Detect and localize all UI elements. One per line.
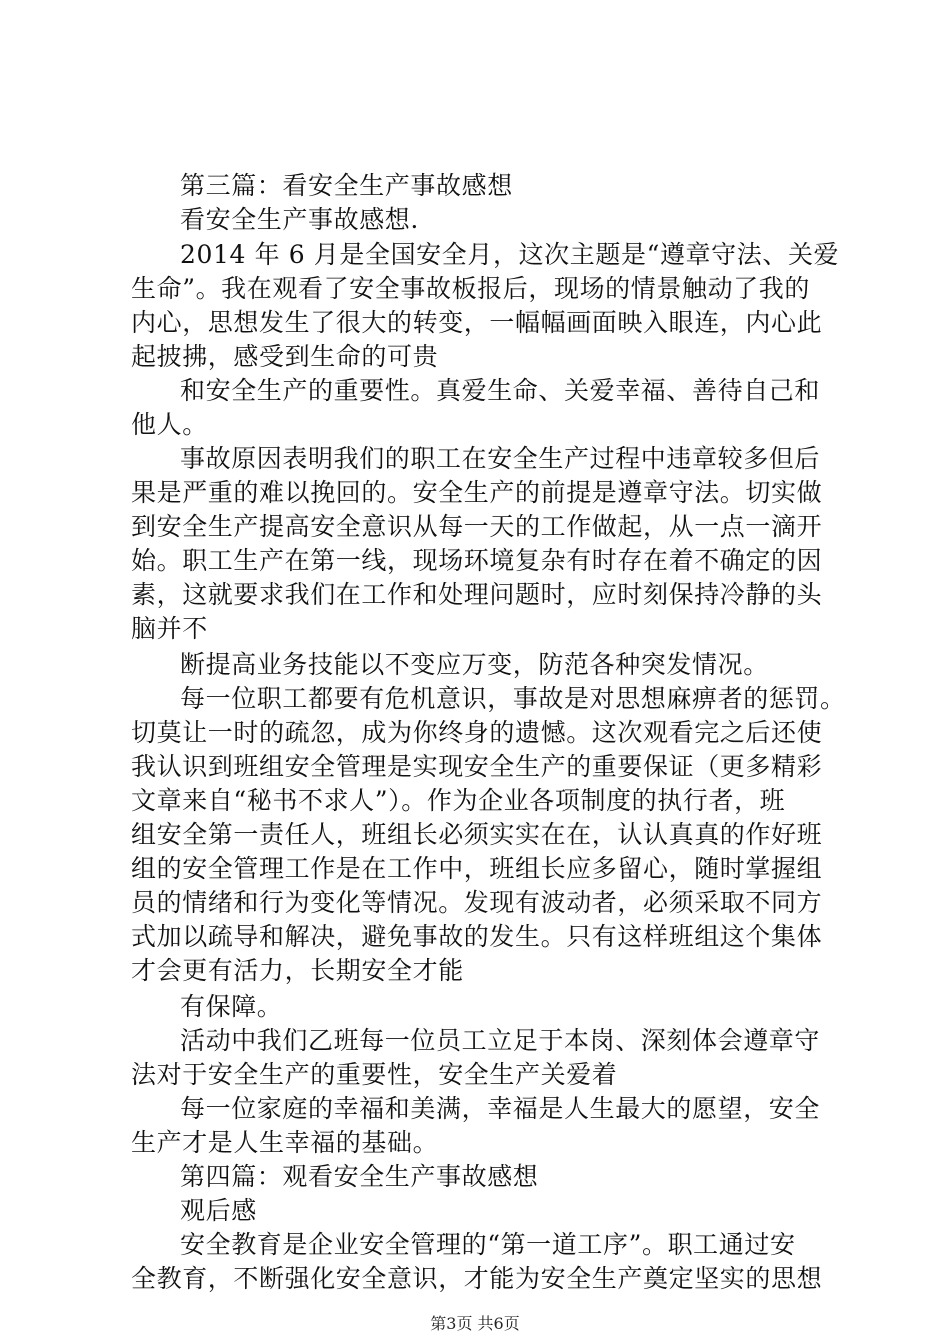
paragraph-line: 有保障。 [180,992,283,1021]
paragraph-line: 组的安全管理工作是在工作中，班组长应多留心，随时掌握组 [131,854,823,883]
paragraph-line: 内心，思想发生了很大的转变，一幅幅画面映入眼连，内心此 [131,308,823,337]
paragraph-line: 生命”。我在观看了安全事故板报后，现场的情景触动了我的 [131,274,810,303]
paragraph-line: 切莫让一时的疏忽，成为你终身的遗憾。这次观看完之后还使 [131,718,823,747]
paragraph-line: 安全教育是企业安全管理的“第一道工序”。职工通过安 [180,1230,796,1259]
paragraph-line: 法对于安全生产的重要性，安全生产关爱着 [131,1060,618,1089]
paragraph-line: 始。职工生产在第一线，现场环境复杂有时存在着不确定的因 [131,546,823,575]
paragraph-line: 生产才是人生幸福的基础。 [131,1128,439,1157]
section-title-4: 第四篇：观看安全生产事故感想 [180,1162,539,1191]
paragraph-line: 我认识到班组安全管理是实现安全生产的重要保证（更多精彩 [131,752,823,781]
paragraph-line: 素，这就要求我们在工作和处理问题时，应时刻保持冷静的头 [131,580,823,609]
paragraph-line: 式加以疏导和解决，避免事故的发生。只有这样班组这个集体 [131,922,823,951]
paragraph-line: 他人。 [131,410,208,439]
section-title-3: 第三篇：看安全生产事故感想 [180,171,513,200]
paragraph-line: 活动中我们乙班每一位员工立足于本岗、深刻体会遵章守 [180,1026,821,1055]
paragraph-line: 组安全第一责任人，班组长必须实实在在，认认真真的作好班 [131,820,823,849]
paragraph-line: 2014 年 6 月是全国安全月，这次主题是“遵章守法、关爱 [180,240,840,269]
paragraph-line: 到安全生产提高安全意识从每一天的工作做起，从一点一滴开 [131,512,823,541]
paragraph-line: 每一位职工都要有危机意识，事故是对思想麻痹者的惩罚。 [180,684,846,713]
paragraph-line: 断提高业务技能以不变应万变，防范各种突发情况。 [180,650,769,679]
paragraph-line: 每一位家庭的幸福和美满，幸福是人生最大的愿望，安全 [180,1094,821,1123]
paragraph-line: 起披拂，感受到生命的可贵 [131,342,439,371]
subtitle-line: 观后感 [180,1196,257,1225]
subtitle-line: 看安全生产事故感想. [180,205,419,234]
paragraph-line: 果是严重的难以挽回的。安全生产的前提是遵章守法。切实做 [131,478,823,507]
paragraph-line: 事故原因表明我们的职工在安全生产过程中违章较多但后 [180,444,821,473]
paragraph-line: 才会更有活力，长期安全才能 [131,956,464,985]
paragraph-line: 员的情绪和行为变化等情况。发现有波动者，必须采取不同方 [131,888,823,917]
paragraph-line: 和安全生产的重要性。真爱生命、关爱幸福、善待自己和 [180,376,821,405]
paragraph-line: 脑并不 [131,614,208,643]
paragraph-line: 文章来自“秘书不求人”）。作为企业各项制度的执行者，班 [131,786,786,815]
paragraph-line: 全教育，不断强化安全意识，才能为安全生产奠定坚实的思想 [131,1264,823,1293]
page-number: 第3页 共6页 [430,1314,520,1333]
